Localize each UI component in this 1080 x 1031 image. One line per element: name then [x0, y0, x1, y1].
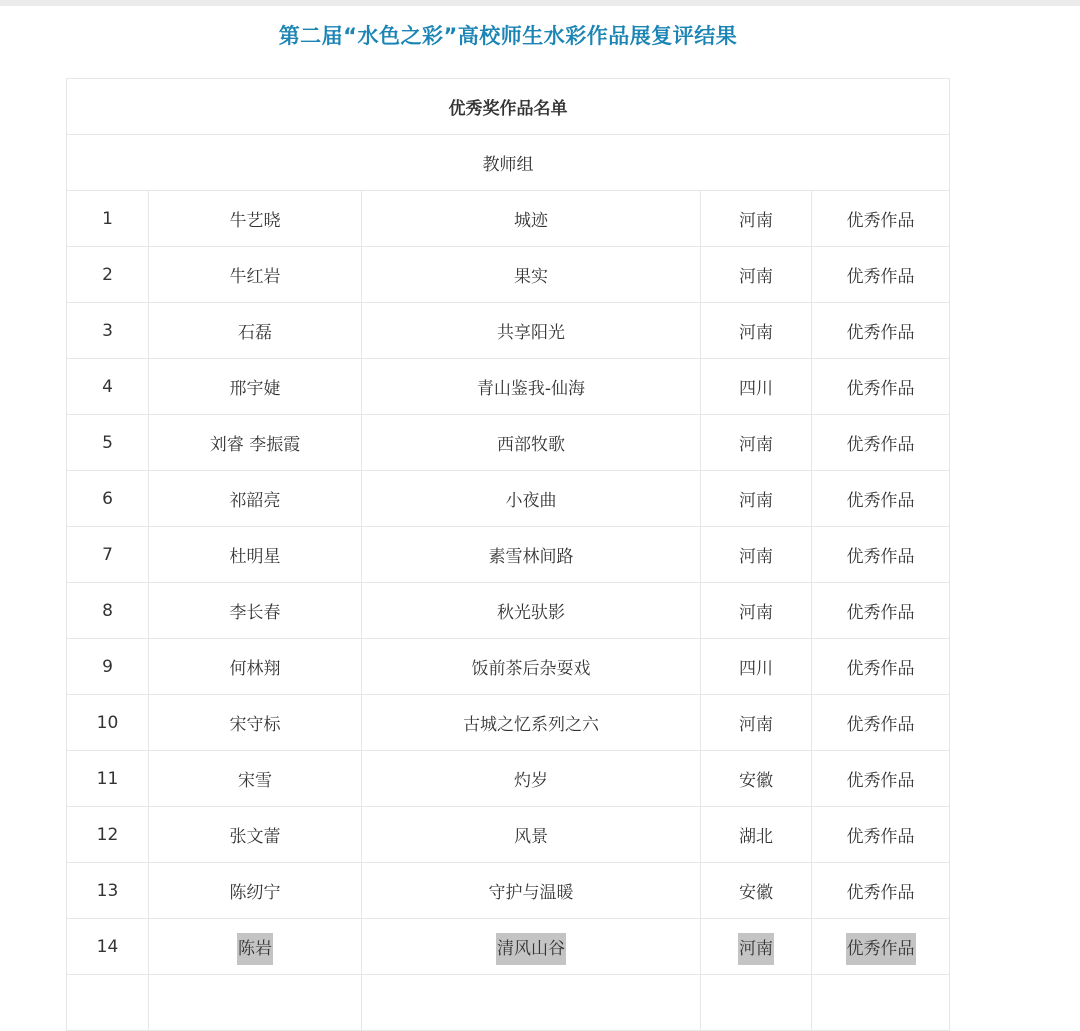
- author-cell: 何林翔: [149, 639, 362, 695]
- table-row: [67, 471, 950, 527]
- top-bar: [0, 0, 1080, 6]
- table-row: [67, 919, 950, 975]
- row-number: 9: [67, 639, 149, 695]
- author-cell: 邢宇婕: [149, 359, 362, 415]
- table-row: [67, 247, 950, 303]
- award-cell: 优秀作品: [812, 247, 950, 303]
- caption-row: [67, 79, 950, 135]
- highlighted-text: 河南: [738, 933, 774, 965]
- author-cell: 宋守标: [149, 695, 362, 751]
- table-row: [67, 191, 950, 247]
- award-cell: [812, 975, 950, 1031]
- author-cell: 祁韶亮: [149, 471, 362, 527]
- row-number: 5: [67, 415, 149, 471]
- row-number: 11: [67, 751, 149, 807]
- row-number: 12: [67, 807, 149, 863]
- award-cell: 优秀作品: [812, 303, 950, 359]
- author-cell: [149, 919, 362, 975]
- page-title: 第二届“水色之彩”高校师生水彩作品展复评结果: [278, 24, 738, 48]
- table-caption: 优秀奖作品名单: [67, 79, 950, 135]
- work-title-cell: [362, 975, 701, 1031]
- award-table: [66, 78, 950, 1031]
- row-number: 4: [67, 359, 149, 415]
- region-cell: 安徽: [701, 863, 812, 919]
- work-title-cell: 青山鉴我-仙海: [362, 359, 701, 415]
- table-row: [67, 527, 950, 583]
- award-cell: 优秀作品: [812, 639, 950, 695]
- region-cell: 安徽: [701, 751, 812, 807]
- table-row: [67, 695, 950, 751]
- table-row: [67, 639, 950, 695]
- row-number: [67, 975, 149, 1031]
- row-number: 8: [67, 583, 149, 639]
- table-row: [67, 415, 950, 471]
- table-row: [67, 863, 950, 919]
- award-cell: 优秀作品: [812, 807, 950, 863]
- region-cell: [701, 919, 812, 975]
- work-title-cell: 灼岁: [362, 751, 701, 807]
- row-number: 10: [67, 695, 149, 751]
- table-row: [67, 975, 950, 1031]
- award-cell: 优秀作品: [812, 751, 950, 807]
- award-cell: 优秀作品: [812, 359, 950, 415]
- region-cell: [701, 975, 812, 1031]
- region-cell: 河南: [701, 415, 812, 471]
- table-row: [67, 303, 950, 359]
- author-cell: 宋雪: [149, 751, 362, 807]
- row-number: 1: [67, 191, 149, 247]
- highlighted-text: 优秀作品: [846, 933, 916, 965]
- author-cell: 李长春: [149, 583, 362, 639]
- work-title-cell: 西部牧歌: [362, 415, 701, 471]
- highlighted-text: 清风山谷: [496, 933, 566, 965]
- region-cell: 河南: [701, 191, 812, 247]
- work-title-cell: 风景: [362, 807, 701, 863]
- author-cell: 石磊: [149, 303, 362, 359]
- work-title-cell: 古城之忆系列之六: [362, 695, 701, 751]
- award-cell: 优秀作品: [812, 471, 950, 527]
- work-title-cell: 共享阳光: [362, 303, 701, 359]
- region-cell: 河南: [701, 583, 812, 639]
- work-title-cell: 守护与温暖: [362, 863, 701, 919]
- table-row: [67, 751, 950, 807]
- work-title-cell: [362, 919, 701, 975]
- row-number: 14: [67, 919, 149, 975]
- author-cell: 张文蕾: [149, 807, 362, 863]
- table-row: [67, 807, 950, 863]
- work-title-cell: 果实: [362, 247, 701, 303]
- region-cell: 四川: [701, 639, 812, 695]
- row-number: 2: [67, 247, 149, 303]
- table-row: [67, 583, 950, 639]
- work-title-cell: 秋光驮影: [362, 583, 701, 639]
- region-cell: 河南: [701, 695, 812, 751]
- region-cell: 河南: [701, 471, 812, 527]
- region-cell: 四川: [701, 359, 812, 415]
- group-label: 教师组: [67, 135, 950, 191]
- author-cell: [149, 975, 362, 1031]
- work-title-cell: 饭前茶后杂耍戏: [362, 639, 701, 695]
- row-number: 7: [67, 527, 149, 583]
- award-cell: 优秀作品: [812, 527, 950, 583]
- region-cell: 河南: [701, 527, 812, 583]
- author-cell: 刘睿 李振霞: [149, 415, 362, 471]
- award-cell: 优秀作品: [812, 695, 950, 751]
- row-number: 13: [67, 863, 149, 919]
- award-cell: 优秀作品: [812, 583, 950, 639]
- group-row: [67, 135, 950, 191]
- row-number: 6: [67, 471, 149, 527]
- award-cell: 优秀作品: [812, 191, 950, 247]
- author-cell: 杜明星: [149, 527, 362, 583]
- author-cell: 陈纫宁: [149, 863, 362, 919]
- region-cell: 河南: [701, 303, 812, 359]
- work-title-cell: 城迹: [362, 191, 701, 247]
- award-cell: 优秀作品: [812, 415, 950, 471]
- region-cell: 河南: [701, 247, 812, 303]
- row-number: 3: [67, 303, 149, 359]
- award-cell: [812, 919, 950, 975]
- highlighted-text: 陈岩: [237, 933, 273, 965]
- region-cell: 湖北: [701, 807, 812, 863]
- award-cell: 优秀作品: [812, 863, 950, 919]
- author-cell: 牛艺晓: [149, 191, 362, 247]
- author-cell: 牛红岩: [149, 247, 362, 303]
- work-title-cell: 素雪林间路: [362, 527, 701, 583]
- table-row: [67, 359, 950, 415]
- work-title-cell: 小夜曲: [362, 471, 701, 527]
